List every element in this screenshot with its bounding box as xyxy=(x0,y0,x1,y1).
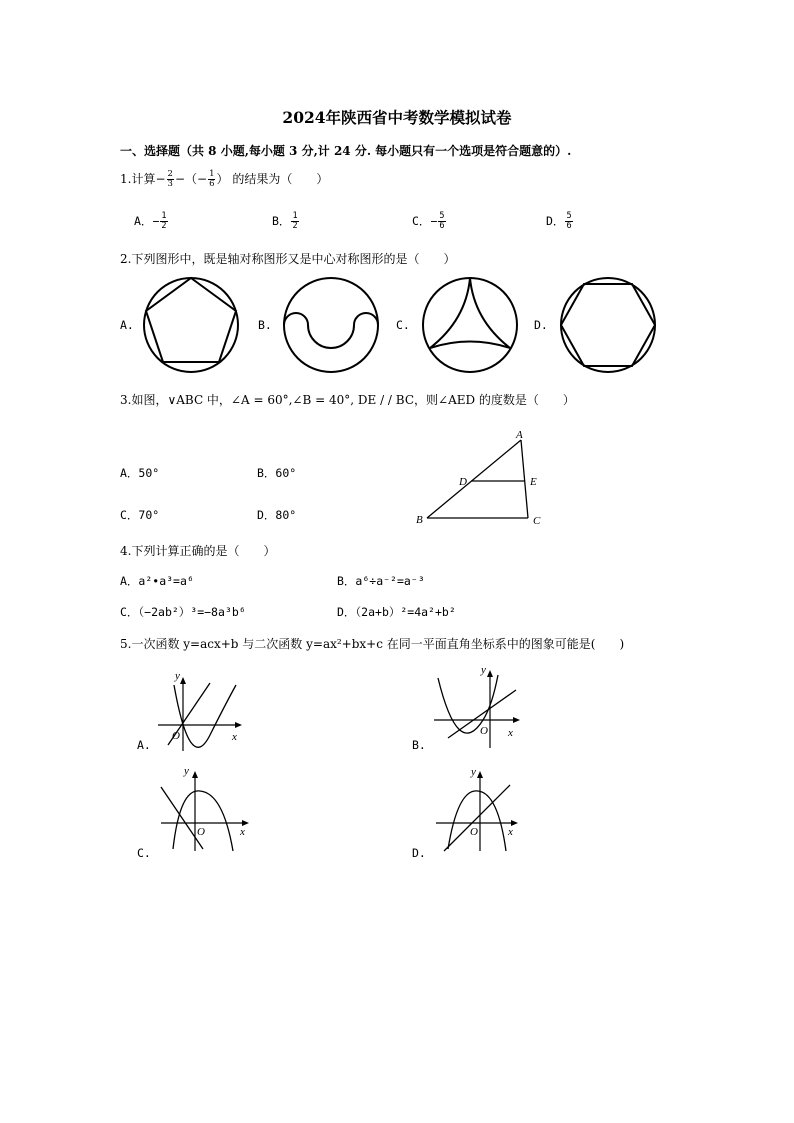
svg-text:O: O xyxy=(172,730,180,742)
question-1 xyxy=(120,166,328,192)
label-e: E xyxy=(530,476,537,488)
svg-text:y: y xyxy=(175,670,180,682)
q5-label-a[interactable]: A. xyxy=(137,738,151,752)
q2-label-a[interactable]: A. xyxy=(120,318,134,332)
q1-suffix: 的结果为（ ） xyxy=(232,172,329,186)
graph-b[interactable] xyxy=(428,660,538,750)
label-d: D xyxy=(459,476,467,488)
graph-c[interactable] xyxy=(155,763,265,853)
q1-minus: − xyxy=(155,172,166,186)
svg-text:y: y xyxy=(471,766,476,778)
q3-option-b[interactable]: B．60° xyxy=(257,466,297,480)
q1-option-a[interactable]: A．− $\frac{1}{2}$ xyxy=(134,211,167,231)
q5-label-d[interactable]: D. xyxy=(412,846,426,860)
label-a: A xyxy=(516,429,523,441)
segment-ac xyxy=(521,440,528,518)
svg-text:x: x xyxy=(508,826,513,838)
svg-text:O: O xyxy=(470,826,478,838)
q1-option-c[interactable]: C．− $\frac{5}{6}$ xyxy=(412,211,445,231)
svg-text:O: O xyxy=(480,725,488,737)
circle-with-s-curve-icon[interactable] xyxy=(279,275,383,375)
svg-text:y: y xyxy=(481,664,486,676)
q2-label-c[interactable]: C. xyxy=(396,318,410,332)
q3-option-d[interactable]: D．80° xyxy=(257,508,297,522)
q1-fraction-1: $\frac{2}{3}$ xyxy=(167,169,173,189)
q4-option-d[interactable]: D．（2a+b）²=4a²+b² xyxy=(337,605,456,619)
q4-option-b[interactable]: B．a⁶÷a⁻²=a⁻³ xyxy=(337,574,425,588)
q1-mid: −（− xyxy=(174,172,208,186)
svg-text:x: x xyxy=(232,731,237,743)
q1-option-d[interactable]: D． $\frac{5}{6}$ xyxy=(546,211,572,231)
svg-text:x: x xyxy=(240,826,245,838)
svg-text:y: y xyxy=(184,765,189,777)
q4-option-a[interactable]: A．a²•a³=a⁶ xyxy=(120,574,194,588)
q1-option-b[interactable]: B． $\frac{1}{2}$ xyxy=(272,211,298,231)
q3-option-c[interactable]: C．70° xyxy=(120,508,160,522)
q1-fraction-2: $\frac{1}{6}$ xyxy=(209,169,215,189)
q4-option-c[interactable]: C．（−2ab²）³=−8a³b⁶ xyxy=(120,605,246,619)
q2-label-b[interactable]: B. xyxy=(258,318,272,332)
section-heading: 一、选择题（共 8 小题,每小题 3 分,计 24 分. 每小题只有一个选项是符合题意的）. xyxy=(120,144,572,158)
question-2: 2.下列图形中，既是轴对称图形又是中心对称图形的是（ ） xyxy=(120,252,456,266)
q1-close: ） xyxy=(216,172,229,186)
circle-with-curved-triangle-icon[interactable] xyxy=(418,275,522,375)
q2-label-d[interactable]: D. xyxy=(534,318,548,332)
question-3: 3.如图，∨ABC 中，∠A = 60°,∠B = 40°, DE / / BC，则∠AED 的度数是（ ） xyxy=(120,393,575,407)
triangle-abc-figure xyxy=(410,425,550,530)
q5-label-b[interactable]: B. xyxy=(412,738,426,752)
circle-with-pentagon-icon[interactable] xyxy=(139,275,243,375)
circle-with-hexagon-icon[interactable] xyxy=(556,275,660,375)
q1-prefix: 1.计算 xyxy=(120,172,156,186)
question-5: 5.一次函数 y=acx+b 与二次函数 y=ax²+bx+c 在同一平面直角坐标系中的图象可能是( ) xyxy=(120,637,625,651)
q3-option-a[interactable]: A．50° xyxy=(120,466,160,480)
label-b: B xyxy=(416,514,423,526)
q5-label-c[interactable]: C. xyxy=(137,846,151,860)
graph-d[interactable] xyxy=(430,763,540,853)
question-4: 4.下列计算正确的是（ ） xyxy=(120,544,276,558)
svg-text:O: O xyxy=(197,826,205,838)
graph-a[interactable] xyxy=(150,665,260,755)
label-c: C xyxy=(533,515,541,527)
page-title: 2024年陕西省中考数学模拟试卷 xyxy=(282,108,512,127)
svg-text:x: x xyxy=(508,727,513,739)
segment-ab xyxy=(427,440,521,518)
